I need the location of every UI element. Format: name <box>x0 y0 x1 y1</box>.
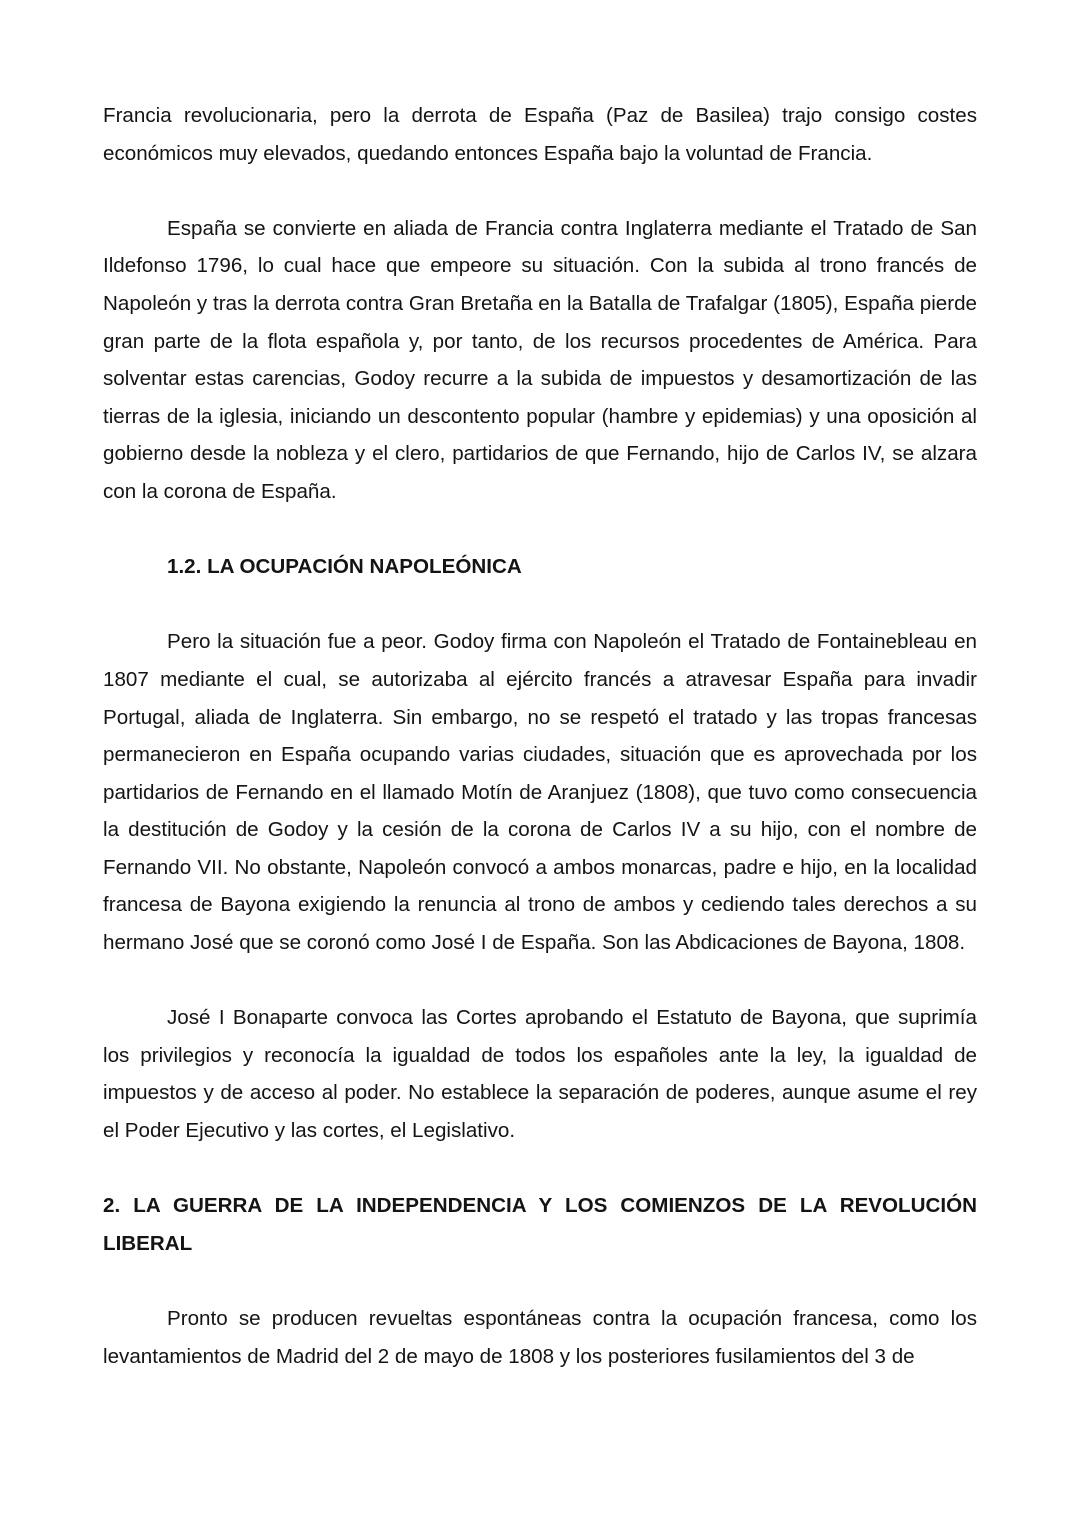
heading-guerra-independencia: 2. LA GUERRA DE LA INDEPENDENCIA Y LOS COMIENZOS DE LA REVOLUCIÓN LIBERAL <box>103 1194 977 1255</box>
paragraph-tratado-san-ildefonso: España se convierte en aliada de Francia contra Inglaterra mediante el Tratado de San Ildefonso 1796, lo cual hace que empeore su situación. Con la subida al trono francés de Napoleón y tras la derrota contra Gran Bretaña en la Batalla de Trafalgar (1805), España pierde gran parte de la flota española y, por tanto, de los recursos procedentes de América. Para solventar estas carencias, Godoy recurre a la subida de impuestos y desamortización de las tierras de la iglesia, iniciando un descontento popular (hambre y epidemias) y una oposición al gobierno desde la nobleza y el clero, partidarios de que Fernando, hijo de Carlos IV, se alzara con la corona de España. <box>103 216 977 503</box>
paragraph-paz-de-basilea: Francia revolucionaria, pero la derrota de España (Paz de Basilea) trajo consigo costes económicos muy elevados, quedando entonces España bajo la voluntad de Francia. <box>103 104 977 165</box>
document-page <box>103 97 977 1375</box>
paragraph-tratado-fontainebleau: Pero la situación fue a peor. Godoy firma con Napoleón el Tratado de Fontainebleau en 1807 mediante el cual, se autorizaba al ejército francés a atravesar España para invadir Portugal, aliada de Inglaterra. Sin embargo, no se respetó el tratado y las tropas francesas permanecieron en España ocupando varias ciudades, situación que es aprovechada por los partidarios de Fernando en el llamado Motín de Aranjuez (1808), que tuvo como consecuencia la destitución de Godoy y la cesión de la corona de Carlos IV a su hijo, con el nombre de Fernando VII. No obstante, Napoleón convocó a ambos monarcas, padre e hijo, en la localidad francesa de Bayona exigiendo la renuncia al trono de ambos y cediendo tales derechos a su hermano José que se coronó como José I de España. Son las Abdicaciones de Bayona, 1808. <box>103 630 977 955</box>
subheading-ocupacion-napoleonica: 1.2. LA OCUPACIÓN NAPOLEÓNICA <box>167 555 522 579</box>
paragraph-estatuto-bayona: José I Bonaparte convoca las Cortes aprobando el Estatuto de Bayona, que suprimía los privilegios y reconocía la igualdad de todos los españoles ante la ley, la igualdad de impuestos y de acceso al poder. No establece la separación de poderes, aunque asume el rey el Poder Ejecutivo y las cortes, el Legislativo. <box>103 1006 977 1143</box>
paragraph-revueltas: Pronto se producen revueltas espontáneas contra la ocupación francesa, como los levantamientos de Madrid del 2 de mayo de 1808 y los posteriores fusilamientos del 3 de <box>103 1307 977 1368</box>
